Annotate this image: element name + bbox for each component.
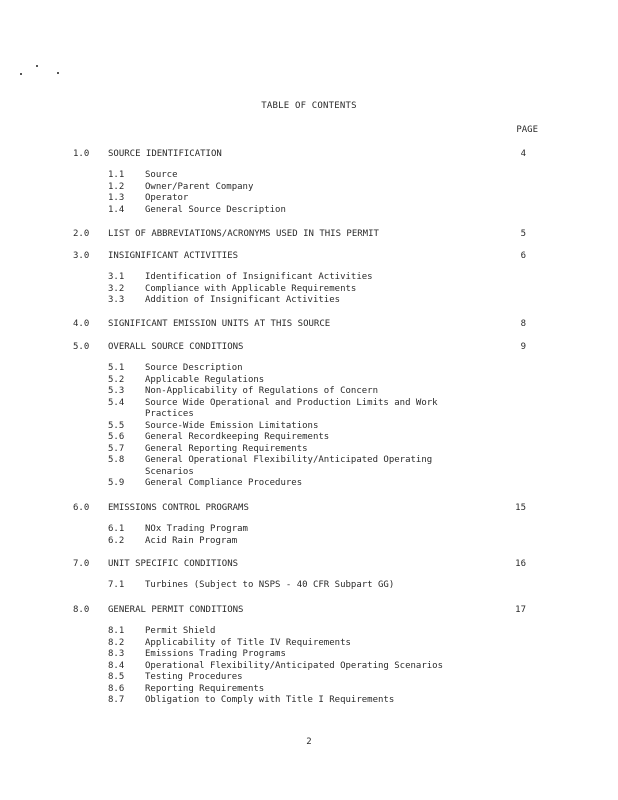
subsection-number: 5.1 bbox=[108, 363, 125, 373]
toc-section-row bbox=[0, 502, 618, 514]
subsection-title: General Operational Flexibility/Anticipated Operating bbox=[145, 455, 433, 465]
subsection-title: General Recordkeeping Requirements bbox=[145, 432, 330, 442]
subsection-number: 6.1 bbox=[108, 524, 125, 534]
toc-subsection-row bbox=[0, 272, 618, 284]
subsection-title: Reporting Requirements bbox=[145, 683, 265, 694]
subsection-title: Non-Applicability of Regulations of Concern bbox=[145, 386, 378, 396]
section-page: 16 bbox=[515, 559, 526, 569]
section-page: 5 bbox=[520, 229, 526, 239]
subsection-number: 1.1 bbox=[108, 170, 125, 180]
section-title: LIST OF ABBREVIATIONS/ACRONYMS USED IN THIS PERMIT bbox=[108, 229, 379, 239]
subsection-number: 5.2 bbox=[108, 374, 125, 385]
subsection-number: 3.3 bbox=[108, 295, 125, 305]
toc-subsection-row bbox=[0, 478, 618, 490]
section-title: INSIGNIFICANT ACTIVITIES bbox=[108, 251, 239, 261]
subsection-number: 8.1 bbox=[108, 626, 125, 636]
toc-subsection-row bbox=[0, 432, 618, 444]
toc-subsection-row bbox=[0, 363, 618, 375]
subsection-title: Source bbox=[145, 170, 178, 180]
section-title: EMISSIONS CONTROL PROGRAMS bbox=[108, 503, 249, 513]
subsection-number: 5.4 bbox=[108, 397, 125, 408]
section-number: 6.0 bbox=[73, 503, 90, 513]
subsection-title: Turbines (Subject to NSPS - 40 CFR Subpart GG) bbox=[145, 580, 395, 590]
toc-section-row bbox=[0, 250, 618, 262]
page-column-header: PAGE bbox=[516, 125, 538, 135]
subsection-number: 7.1 bbox=[108, 580, 125, 590]
section-number: 8.0 bbox=[73, 605, 90, 615]
subsection-number: 5.6 bbox=[108, 432, 125, 442]
subsection-title: Permit Shield bbox=[145, 626, 216, 636]
subsection-number: 6.2 bbox=[108, 535, 125, 546]
toc-subsection-row bbox=[0, 193, 618, 205]
subsection-number: 8.3 bbox=[108, 649, 125, 659]
subsection-title: Applicability of Title IV Requirements bbox=[145, 637, 351, 648]
toc-subsection-continuation bbox=[0, 409, 618, 421]
section-page: 9 bbox=[520, 342, 526, 352]
section-title: GENERAL PERMIT CONDITIONS bbox=[108, 605, 244, 615]
subsection-title: Source Wide Operational and Production Limits and Work bbox=[145, 397, 438, 408]
toc-subsection-row bbox=[0, 580, 618, 592]
subsection-number: 1.3 bbox=[108, 193, 125, 203]
subsection-number: 5.7 bbox=[108, 443, 125, 454]
section-title: OVERALL SOURCE CONDITIONS bbox=[108, 342, 244, 352]
section-title: SOURCE IDENTIFICATION bbox=[108, 149, 222, 159]
subsection-title: General Reporting Requirements bbox=[145, 443, 308, 454]
toc-subsection-row bbox=[0, 421, 618, 433]
subsection-number: 3.1 bbox=[108, 272, 125, 282]
section-page: 15 bbox=[515, 503, 526, 513]
toc-subsection-continuation bbox=[0, 467, 618, 479]
toc-subsection-row bbox=[0, 398, 618, 410]
toc-subsection-row bbox=[0, 386, 618, 398]
subsection-title: Emissions Trading Programs bbox=[145, 649, 286, 659]
subsection-title: Operational Flexibility/Anticipated Operating Scenarios bbox=[145, 660, 444, 671]
subsection-number: 8.6 bbox=[108, 683, 125, 694]
subsection-title: Testing Procedures bbox=[145, 672, 243, 682]
toc-section-row bbox=[0, 604, 618, 616]
toc-section-row bbox=[0, 148, 618, 160]
scan-speck bbox=[36, 65, 38, 67]
section-title: SIGNIFICANT EMISSION UNITS AT THIS SOURCE bbox=[108, 319, 331, 329]
scan-speck bbox=[57, 72, 59, 74]
subsection-title-continued: Scenarios bbox=[145, 466, 194, 477]
subsection-title: Obligation to Comply with Title I Requirements bbox=[145, 695, 395, 705]
toc-subsection-row bbox=[0, 649, 618, 661]
section-page: 6 bbox=[520, 251, 526, 261]
subsection-title: Source Description bbox=[145, 363, 243, 373]
section-number: 7.0 bbox=[73, 559, 90, 569]
subsection-number: 8.7 bbox=[108, 695, 125, 705]
toc-subsection-row bbox=[0, 284, 618, 296]
subsection-title: Owner/Parent Company bbox=[145, 181, 254, 192]
section-title: UNIT SPECIFIC CONDITIONS bbox=[108, 559, 239, 569]
subsection-number: 8.4 bbox=[108, 660, 125, 671]
toc-subsection-row bbox=[0, 638, 618, 650]
subsection-number: 5.5 bbox=[108, 420, 125, 431]
toc-subsection-row bbox=[0, 672, 618, 684]
page-number: 2 bbox=[306, 737, 312, 747]
section-number: 2.0 bbox=[73, 229, 90, 239]
section-number: 3.0 bbox=[73, 251, 90, 261]
subsection-number: 3.2 bbox=[108, 283, 125, 294]
subsection-title-continued: Practices bbox=[145, 409, 194, 419]
toc-section-row bbox=[0, 341, 618, 353]
section-number: 5.0 bbox=[73, 342, 90, 352]
subsection-title: Addition of Insignificant Activities bbox=[145, 295, 341, 305]
toc-subsection-row bbox=[0, 455, 618, 467]
section-number: 1.0 bbox=[73, 149, 90, 159]
scan-speck bbox=[20, 73, 22, 75]
toc-section-row bbox=[0, 318, 618, 330]
toc-title: TABLE OF CONTENTS bbox=[261, 101, 357, 111]
toc-subsection-row bbox=[0, 375, 618, 387]
toc-subsection-row bbox=[0, 205, 618, 217]
section-number: 4.0 bbox=[73, 319, 90, 329]
subsection-title: NOx Trading Program bbox=[145, 524, 248, 534]
toc-subsection-row bbox=[0, 444, 618, 456]
toc-subsection-row bbox=[0, 295, 618, 307]
subsection-title: Compliance with Applicable Requirements bbox=[145, 283, 357, 294]
subsection-number: 5.3 bbox=[108, 386, 125, 396]
toc-subsection-row bbox=[0, 684, 618, 696]
subsection-number: 1.2 bbox=[108, 181, 125, 192]
section-page: 4 bbox=[520, 149, 526, 159]
toc-subsection-row bbox=[0, 536, 618, 548]
subsection-number: 8.5 bbox=[108, 672, 125, 682]
subsection-number: 8.2 bbox=[108, 637, 125, 648]
subsection-title: Source-Wide Emission Limitations bbox=[145, 420, 319, 431]
subsection-title: Acid Rain Program bbox=[145, 535, 238, 546]
subsection-title: Operator bbox=[145, 193, 189, 203]
subsection-title: General Compliance Procedures bbox=[145, 478, 303, 488]
toc-subsection-row bbox=[0, 170, 618, 182]
subsection-title: Identification of Insignificant Activities bbox=[145, 272, 373, 282]
section-page: 17 bbox=[515, 605, 526, 615]
subsection-number: 5.8 bbox=[108, 455, 125, 465]
subsection-title: General Source Description bbox=[145, 204, 286, 215]
section-page: 8 bbox=[520, 319, 526, 329]
subsection-number: 1.4 bbox=[108, 204, 125, 215]
toc-subsection-row bbox=[0, 626, 618, 638]
subsection-number: 5.9 bbox=[108, 478, 125, 488]
toc-subsection-row bbox=[0, 524, 618, 536]
toc-section-row bbox=[0, 558, 618, 570]
toc-subsection-row bbox=[0, 182, 618, 194]
subsection-title: Applicable Regulations bbox=[145, 374, 265, 385]
toc-subsection-row bbox=[0, 661, 618, 673]
toc-subsection-row bbox=[0, 695, 618, 707]
toc-section-row bbox=[0, 228, 618, 240]
